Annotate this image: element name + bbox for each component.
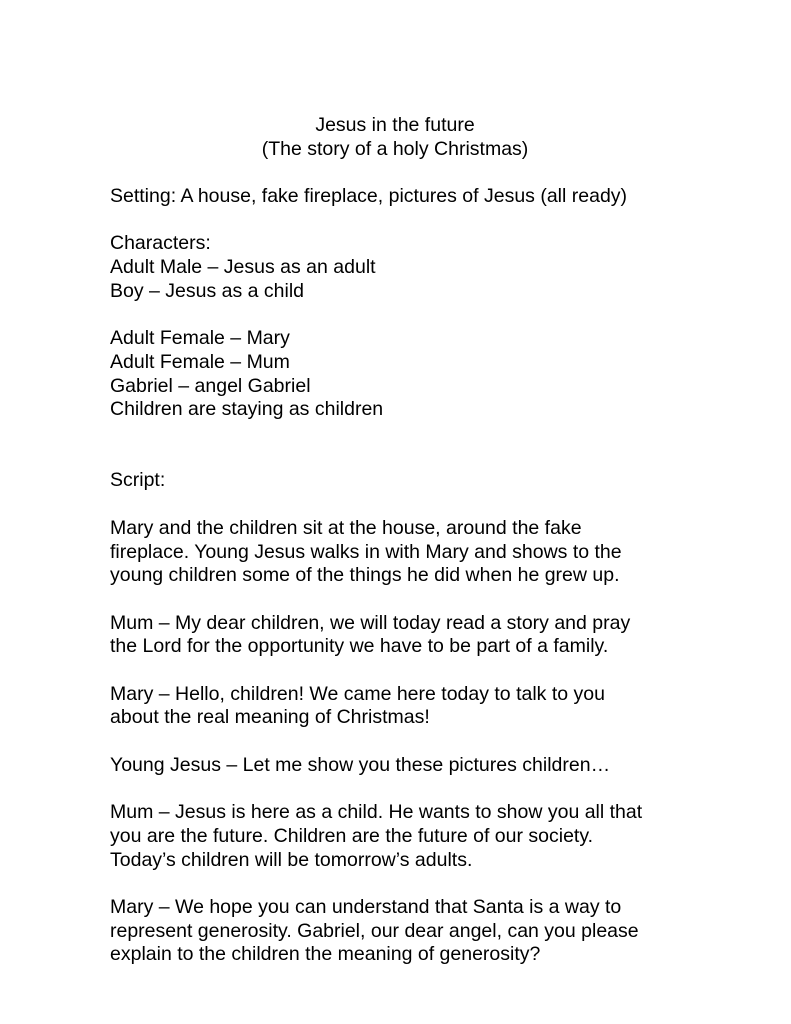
title-block	[110, 114, 680, 161]
character-item: Boy – Jesus as a child	[110, 279, 305, 302]
paragraph-line: explain to the children the meaning of generosity?	[110, 943, 541, 966]
document-subtitle: (The story of a holy Christmas)	[261, 137, 529, 160]
characters-heading: Characters:	[110, 232, 211, 255]
script-paragraph	[110, 754, 710, 778]
script-paragraph	[110, 612, 710, 659]
setting-line: Setting: A house, fake fireplace, pictures of Jesus (all ready)	[110, 185, 628, 208]
paragraph-line: young children some of the things he did when he grew up.	[110, 564, 620, 587]
paragraph-line: about the real meaning of Christmas!	[110, 706, 430, 729]
paragraph-line: the Lord for the opportunity we have to be part of a family.	[110, 635, 609, 658]
character-item: Adult Male – Jesus as an adult	[110, 256, 376, 279]
document-title: Jesus in the future	[315, 114, 475, 136]
document-body	[110, 114, 710, 967]
paragraph-line: Today’s children will be tomorrow’s adults.	[110, 848, 473, 871]
paragraph-line: Young Jesus – Let me show you these pictures children…	[110, 753, 611, 776]
character-item: Children are staying as children	[110, 398, 384, 421]
script-paragraph	[110, 683, 710, 730]
script-heading: Script:	[110, 469, 166, 492]
paragraph-line: you are the future. Children are the future of our society.	[110, 824, 594, 847]
paragraph-line: fireplace. Young Jesus walks in with Mary and shows to the	[110, 540, 622, 563]
script-paragraph	[110, 801, 710, 872]
script-paragraph	[110, 517, 710, 588]
paragraph-line: Mary and the children sit at the house, around the fake	[110, 516, 582, 539]
paragraph-line: Mary – We hope you can understand that Santa is a way to	[110, 896, 622, 919]
paragraph-line: represent generosity. Gabriel, our dear angel, can you please	[110, 919, 639, 942]
paragraph-line: Mum – Jesus is here as a child. He wants to show you all that	[110, 801, 643, 824]
character-item: Adult Female – Mum	[110, 350, 290, 373]
character-item: Gabriel – angel Gabriel	[110, 374, 311, 397]
paragraph-line: Mum – My dear children, we will today read a story and pray	[110, 611, 631, 634]
script-paragraph	[110, 896, 710, 967]
paragraph-line: Mary – Hello, children! We came here today to talk to you	[110, 682, 605, 705]
character-item: Adult Female – Mary	[110, 327, 290, 350]
